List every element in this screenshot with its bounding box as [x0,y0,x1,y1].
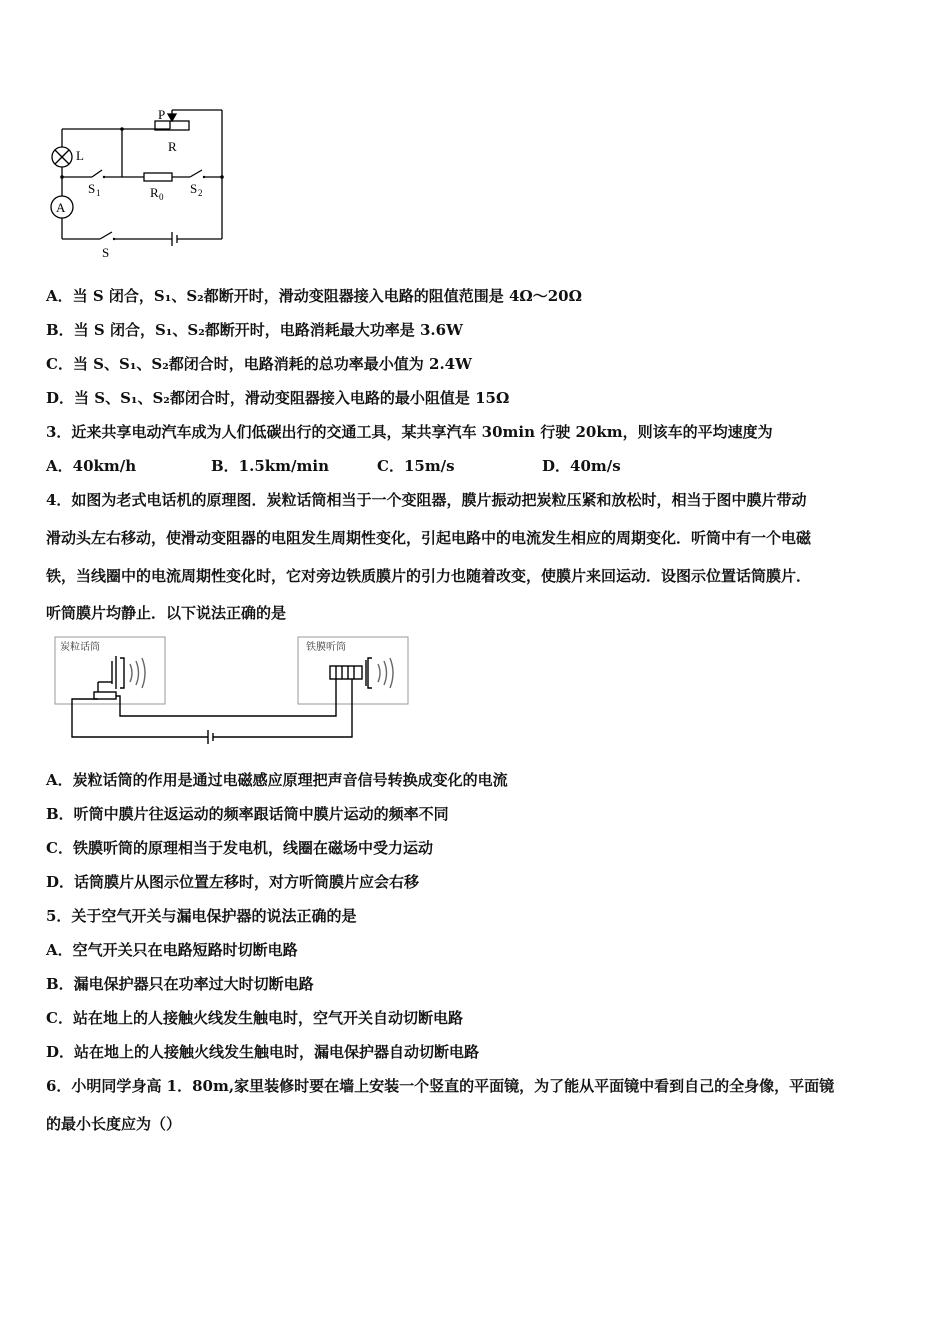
q5-option-b: B．漏电保护器只在功率过大时切断电路 [46,975,314,993]
label-l: L [76,148,84,163]
q3-option-d: D．40m/s [542,457,621,475]
q2-option-d: D．当 S、S₁、S₂都闭合时，滑动变阻器接入电路的最小阻值是 15Ω [46,389,510,407]
q2-option-c: C．当 S、S₁、S₂都闭合时，电路消耗的总功率最小值为 2.4W [46,355,472,373]
q4-option-a: A．炭粒话筒的作用是通过电磁感应原理把声音信号转换成变化的电流 [46,771,508,789]
q3-option-b: B．1.5km/min [211,457,329,475]
telephone-diagram-q4 [50,634,410,746]
q2-option-a: A．当 S 闭合，S₁、S₂都断开时，滑动变阻器接入电路的阻值范围是 4Ω～20Ω [46,287,582,305]
earpiece-label: 铁膜听筒 [306,642,346,653]
q4-stem-line-1: 4．如图为老式电话机的原理图．炭粒话筒相当于一个变阻器，膜片振动把炭粒压紧和放松时，相当于图中膜片带动 [46,491,807,509]
q5-option-c: C．站在地上的人接触火线发生触电时，空气开关自动切断电路 [46,1009,463,1027]
q6-stem-line-1: 6．小明同学身高 1．80m,家里装修时要在墙上安装一个竖直的平面镜，为了能从平面镜中看到自己的全身像，平面镜 [46,1077,835,1095]
label-r0-sub: 0 [159,192,164,202]
circuit-diagram-q2 [40,100,240,260]
q3-stem: 3．近来共享电动汽车成为人们低碳出行的交通工具，某共享汽车 30min 行驶 20km，则该车的平均速度为 [46,423,773,441]
label-s1-sub: 1 [96,188,101,198]
mic-label: 炭粒话筒 [60,642,100,653]
q2-option-b: B．当 S 闭合，S₁、S₂都断开时，电路消耗最大功率是 3.6W [46,321,463,339]
label-s2: S [190,181,198,196]
q4-option-c: C．铁膜听筒的原理相当于发电机，线圈在磁场中受力运动 [46,839,433,857]
q3-options [46,456,646,476]
q4-option-d: D．话筒膜片从图示位置左移时，对方听筒膜片应会右移 [46,873,420,891]
q5-option-a: A．空气开关只在电路短路时切断电路 [46,941,298,959]
q4-stem-line-4: 听筒膜片均静止．以下说法正确的是 [46,604,287,622]
q5-option-d: D．站在地上的人接触火线发生触电时，漏电保护器自动切断电路 [46,1043,480,1061]
label-s1: S [88,181,96,196]
label-r0: R [150,185,159,200]
q4-stem-line-2: 滑动头左右移动，使滑动变阻器的电阻发生周期性变化，引起电路中的电流发生相应的周期变化．听筒中有一个电磁 [46,529,812,547]
q4-stem-line-3: 铁，当线圈中的电流周期性变化时，它对旁边铁质膜片的引力也随着改变，使膜片来回运动．设图示位置话筒膜片． [46,567,812,585]
label-p: P [158,107,166,122]
label-s: S [102,245,110,260]
label-s2-sub: 2 [198,188,203,198]
label-a: A [56,200,66,215]
q4-option-b: B．听筒中膜片往返运动的频率跟话筒中膜片运动的频率不同 [46,805,449,823]
q5-stem: 5．关于空气开关与漏电保护器的说法正确的是 [46,907,357,925]
q3-option-c: C．15m/s [377,457,455,475]
label-r: R [168,139,177,154]
q3-option-a: A．40km/h [46,457,137,475]
q6-stem-line-2: 的最小长度应为（） [46,1115,182,1133]
